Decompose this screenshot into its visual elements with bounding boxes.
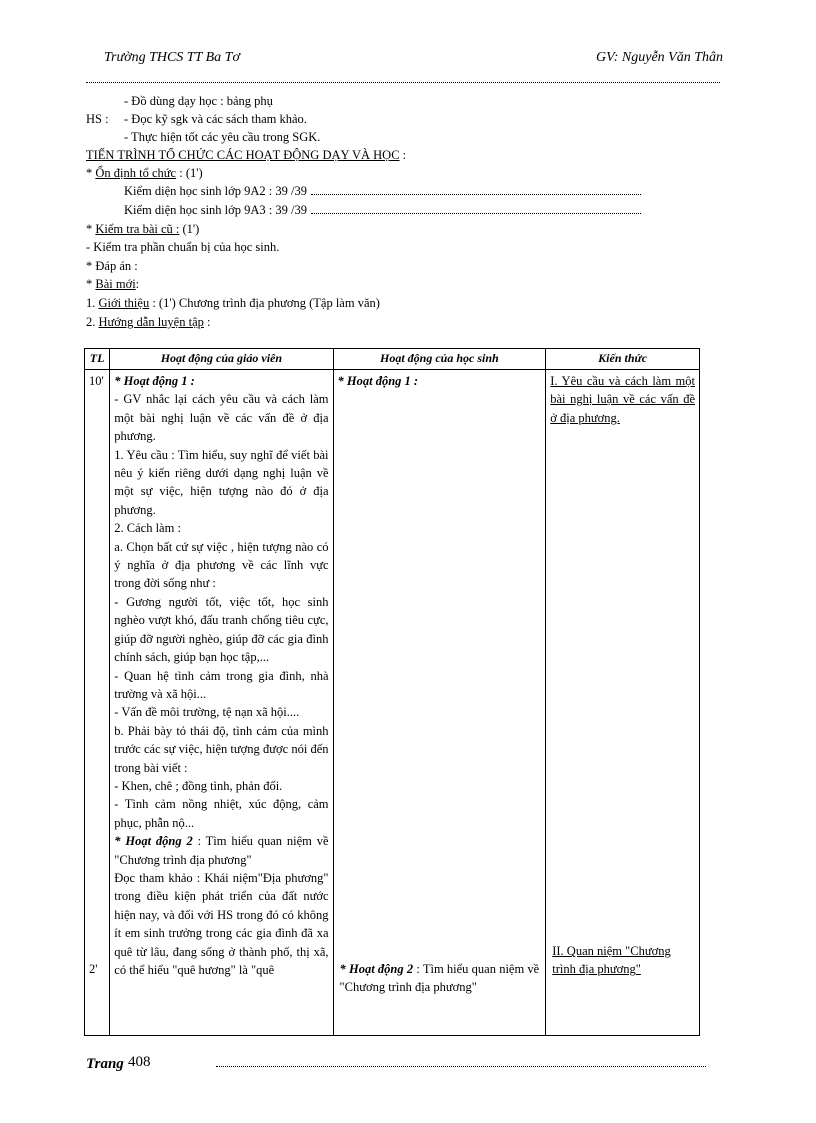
- on-dinh-star: *: [86, 166, 93, 180]
- gv-p2: 1. Yêu cầu : Tìm hiểu, suy nghĩ để viết bài nêu ý kiến riêng dưới dạng nghị luận về một sự việc, hiện tượng nào đó ở địa phương.: [114, 447, 329, 517]
- bai-moi-colon: :: [135, 277, 140, 291]
- gv-hd2-title: * Hoạt động 2: [114, 834, 193, 849]
- kiem-dien-2-dots: [311, 204, 641, 214]
- hs-hd2-rest: : Tìm hiểu quan niệm về "Chương trình địa phương": [339, 962, 540, 995]
- header-divider: [86, 82, 720, 83]
- gioi-thieu-rest: : (1') Chương trình địa phương (Tập làm văn): [152, 296, 380, 310]
- huong-dan-line: [86, 315, 211, 330]
- kiem-dien-1-text: Kiểm diện học sinh lớp 9A2 : 39 /39: [124, 184, 307, 198]
- kt-cell: [546, 370, 700, 1036]
- header-teacher: GV: Nguyễn Văn Thân: [596, 50, 724, 65]
- header-tl: TL: [85, 349, 110, 370]
- gv-p4: a. Chọn bất cứ sự việc , hiện tượng nào có ý nghĩa ở địa phương về các lĩnh vực trong đời sống như :: [114, 539, 329, 591]
- gioi-thieu-title: Giới thiệu: [98, 296, 150, 310]
- bai-moi-star: *: [86, 277, 93, 291]
- gv-p6: - Quan hệ tình cảm trong gia đình, nhà trường và xã hội...: [114, 668, 329, 701]
- tl-2: 2': [89, 962, 98, 976]
- gv-p1: - GV nhắc lại cách yêu cầu và cách làm một bài nghị luận về các vấn đề ở địa phương.: [114, 392, 329, 444]
- intro-line-2: - Đọc kỹ sgk và các sách tham khảo.: [124, 112, 307, 126]
- tien-trinh-colon: :: [402, 148, 407, 162]
- hs-hd1-title: * Hoạt động 1 :: [337, 374, 419, 388]
- gv-p7: - Vấn đề môi trường, tệ nạn xã hội....: [114, 705, 300, 720]
- gv-p11: Đọc tham khảo : Khái niệm"Địa phương" trong điều kiện phát triển của đất nước hiện nay, và đối với HS trong đó có không ít em sinh trưởng trong các gia đình đã xa quê từ lâu, đang sống ở thành phố, thị xã, có thể hiểu "quê hương" là "quê: [114, 870, 329, 977]
- table-header-row: [85, 349, 700, 370]
- kiem-dien-2-text: Kiểm diện học sinh lớp 9A3 : 39 /39: [124, 203, 307, 217]
- kiem-dien-2: [124, 203, 641, 218]
- hs-label: HS :: [86, 112, 109, 126]
- kiem-dien-1-dots: [311, 185, 641, 195]
- footer-label: Trang: [86, 1056, 124, 1072]
- header-school: Trường THCS TT Ba Tơ: [104, 50, 240, 65]
- ktbc-rest: (1'): [182, 222, 200, 236]
- on-dinh-line: [86, 166, 203, 181]
- bai-moi-title: Bài mới: [95, 277, 136, 291]
- tl-1: 10': [89, 374, 104, 388]
- ktbc-title: Kiểm tra bài cũ :: [95, 222, 180, 236]
- gv-hd1-title: * Hoạt động 1 :: [114, 374, 195, 388]
- ktbc-line: [86, 222, 199, 237]
- dap-an: * Đáp án :: [86, 259, 138, 273]
- huong-dan-num: 2.: [86, 315, 96, 329]
- intro-line-1: - Đồ dùng dạy học : bảng phụ: [124, 94, 273, 108]
- kt-2: II. Quan niệm "Chương trình địa phương": [552, 944, 671, 977]
- footer-dots: [216, 1066, 706, 1067]
- gv-p8: b. Phải bày tỏ thái độ, tình cảm của mình trước các sự việc, hiện tượng được nói đến trong bài viết :: [114, 723, 329, 775]
- hs-hd2-title: * Hoạt động 2: [339, 962, 414, 976]
- gv-p5: - Gương người tốt, việc tốt, học sinh nghèo vượt khó, đấu tranh chống tiêu cực, giúp đỡ người nghèo, giúp đỡ các gia đình chính sách, giúp bạn học tập,...: [114, 594, 329, 665]
- ktbc-star: *: [86, 222, 93, 236]
- kt-1: I. Yêu cầu và cách làm một bài nghị luận về các vấn đề ở địa phương.: [550, 374, 695, 425]
- header-gv: Hoạt động của giáo viên: [110, 349, 333, 370]
- huong-dan-title: Hướng dẫn luyện tập: [98, 315, 204, 329]
- activity-table: [84, 348, 700, 1036]
- on-dinh-title: Ổn định tổ chức: [95, 166, 177, 180]
- kiem-dien-1: [124, 184, 641, 199]
- on-dinh-rest: : (1'): [179, 166, 203, 180]
- hs-hd2: [340, 960, 540, 997]
- header-kt: Kiến thức: [546, 349, 700, 370]
- gv-hd2: [114, 832, 328, 869]
- gv-p10: - Tình cảm nồng nhiệt, xúc động, cảm phục, phẫn nộ...: [114, 797, 329, 830]
- tien-trinh-heading: [86, 148, 406, 163]
- ktbc-desc: - Kiểm tra phần chuẩn bị của học sinh.: [86, 240, 280, 254]
- table-row: [85, 370, 700, 1036]
- gv-hd2-rest: : Tìm hiểu quan niệm về "Chương trình địa phương": [114, 834, 329, 867]
- bai-moi-line: [86, 277, 139, 292]
- intro-line-3: - Thực hiện tốt các yêu cầu trong SGK.: [124, 130, 321, 144]
- huong-dan-colon: :: [207, 315, 211, 329]
- gv-p3: 2. Cách làm :: [114, 521, 181, 536]
- footer-page-number: 408: [128, 1054, 151, 1070]
- gioi-thieu-line: [86, 296, 380, 311]
- gv-p9: - Khen, chê ; đồng tình, phản đối.: [114, 778, 283, 793]
- tl-cell: [85, 370, 110, 1036]
- gv-cell: [110, 370, 333, 1036]
- header-hs: Hoạt động của học sinh: [333, 349, 546, 370]
- hs-cell: [333, 370, 546, 1036]
- tien-trinh-text: TIẾN TRÌNH TỔ CHỨC CÁC HOẠT ĐỘNG DẠY VÀ HỌC: [86, 148, 400, 162]
- gioi-thieu-num: 1.: [86, 296, 96, 310]
